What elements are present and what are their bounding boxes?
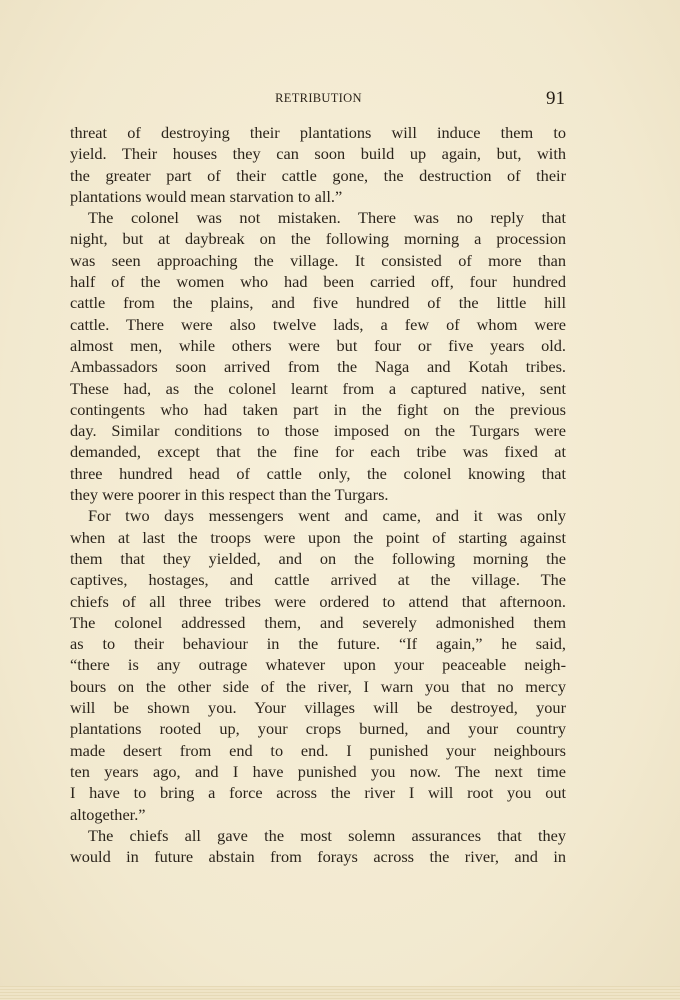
paragraph [70, 825, 566, 868]
text-line: will be shown you. Your villages will be destroyed, your [70, 698, 566, 718]
paragraph [70, 122, 566, 207]
text-line: contingents who had taken part in the fight on the previous [70, 399, 566, 419]
text-line: demanded, except that the fine for each tribe was fixed at [70, 442, 566, 462]
text-line: plantations would mean starvation to all.” [70, 186, 343, 206]
text-line: when at last the troops were upon the point of starting against [70, 527, 566, 547]
text-line: bours on the other side of the river, I warn you that no mercy [70, 676, 566, 696]
text-line: Ambassadors soon arrived from the Naga and Kotah tribes. [70, 357, 566, 377]
running-head [70, 88, 567, 112]
page-number: 91 [546, 88, 565, 109]
text-line: The chiefs all gave the most solemn assurances that they [88, 825, 566, 845]
text-line: was seen approaching the village. It consisted of more than [70, 250, 566, 270]
page-edge [0, 986, 680, 1000]
text-line: These had, as the colonel learnt from a captured native, sent [70, 378, 566, 398]
text-line: three hundred head of cattle only, the colonel knowing that [70, 463, 566, 483]
text-line: chiefs of all three tribes were ordered to attend that afternoon. [70, 591, 566, 611]
text-line: ten years ago, and I have punished you now. The next time [70, 761, 566, 781]
text-line: cattle. There were also twelve lads, a few of whom were [70, 314, 566, 334]
paragraph [70, 505, 566, 824]
text-line: the greater part of their cattle gone, the destruction of their [70, 165, 566, 185]
text-line: “there is any outrage whatever upon your peaceable neigh- [70, 655, 566, 675]
text-line: plantations rooted up, your crops burned, and your country [70, 719, 566, 739]
text-line: For two days messengers went and came, and it was only [88, 506, 566, 526]
text-line: The colonel was not mistaken. There was no reply that [88, 208, 566, 228]
text-line: would in future abstain from forays across the river, and in [70, 847, 566, 867]
running-title: RETRIBUTION [275, 91, 362, 105]
text-line: The colonel addressed them, and severely admonished them [70, 612, 566, 632]
body-text [70, 122, 566, 867]
text-line: threat of destroying their plantations will induce them to [70, 123, 566, 142]
text-line: captives, hostages, and cattle arrived at the village. The [70, 570, 566, 590]
text-line: I have to bring a force across the river I will root you out [70, 783, 566, 803]
text-line: they were poorer in this respect than the Turgars. [70, 485, 389, 505]
text-line: altogether.” [70, 804, 146, 824]
text-line: night, but at daybreak on the following morning a procession [70, 229, 566, 249]
text-line: day. Similar conditions to those imposed on the Turgars were [70, 421, 566, 441]
text-line: as to their behaviour in the future. “If again,” he said, [70, 634, 566, 654]
text-line: cattle from the plains, and five hundred of the little hill [70, 293, 566, 313]
text-line: made desert from end to end. I punished your neighbours [70, 740, 566, 760]
text-line: them that they yielded, and on the following morning the [70, 548, 566, 568]
text-line: almost men, while others were but four or five years old. [70, 335, 566, 355]
text-line: half of the women who had been carried off, four hundred [70, 272, 566, 292]
text-line: yield. Their houses they can soon build up again, but, with [70, 144, 566, 164]
paragraph [70, 207, 566, 505]
